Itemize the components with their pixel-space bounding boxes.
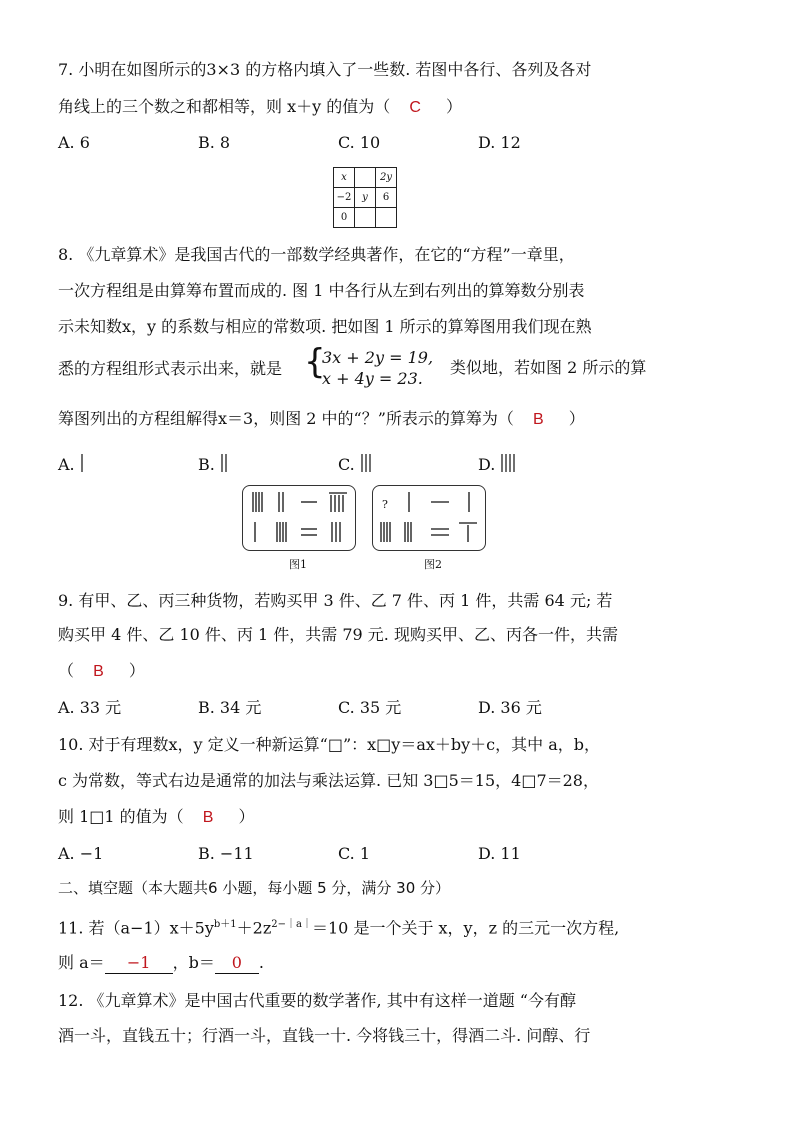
figure-1-counting-rods bbox=[242, 485, 356, 551]
q8-option-b bbox=[198, 452, 230, 476]
q8-line5 bbox=[58, 407, 585, 432]
q11-end: . bbox=[258, 953, 264, 972]
q10-line2: c 为常数，等式右边是通常的加法与乘法运算. 已知 3□5＝15，4□7＝28， bbox=[58, 771, 599, 790]
option-label: D. bbox=[478, 455, 496, 474]
grid-cell: x bbox=[334, 168, 355, 188]
rod-four-icon bbox=[500, 452, 518, 474]
q11-stem: 11. 若（a−1）x＋5y bbox=[58, 918, 214, 938]
q7-answer: C bbox=[409, 99, 421, 116]
q8-option-c bbox=[338, 452, 374, 476]
grid-cell: 6 bbox=[376, 188, 397, 208]
q8-option-d bbox=[478, 452, 518, 476]
grid-cell: −2 bbox=[334, 188, 355, 208]
counting-rods-figure-1 bbox=[243, 486, 355, 550]
q8-line1: 8. 《九章算术》是我国古代的一部数学经典著作，在它的“方程”一章里， bbox=[58, 245, 575, 264]
figure-1-caption: 图1 bbox=[289, 558, 307, 571]
rod-one-icon bbox=[80, 452, 86, 474]
q7-close: ） bbox=[446, 97, 463, 116]
section-heading: 二、填空题（本大题共6 小题，每小题 5 分，满分 30 分） bbox=[58, 879, 451, 897]
q10-answer: B bbox=[202, 809, 214, 826]
grid-cell bbox=[355, 208, 376, 228]
q9-answer: B bbox=[93, 663, 104, 680]
option-label: B. bbox=[198, 455, 215, 474]
q7-stem: 角线上的三个数之和都相等，则 x＋y 的值为（ bbox=[58, 97, 391, 116]
q8-close: ） bbox=[568, 409, 585, 428]
grid-cell: 0 bbox=[334, 208, 355, 228]
q9-line2: 购买甲 4 件、乙 10 件、丙 1 件，共需 79 元. 现购买甲、乙、丙各一件，共需 bbox=[58, 625, 618, 644]
q7-line2 bbox=[58, 95, 462, 120]
q10-option-c: C. 1 bbox=[338, 844, 371, 863]
q8-answer: B bbox=[533, 411, 544, 428]
q11-line1 bbox=[58, 913, 619, 940]
q11-mid: ＋2z bbox=[236, 918, 272, 938]
q9-option-c: C. 35 元 bbox=[338, 698, 402, 717]
q11-a-label: 则 a＝ bbox=[58, 953, 105, 972]
q10-option-d: D. 11 bbox=[478, 844, 521, 863]
rod-two-icon bbox=[220, 452, 230, 474]
q12-line2: 酒一斗，直钱五十；行酒一斗，直钱一十. 今将钱三十，得酒二斗. 问醇、行 bbox=[58, 1026, 591, 1045]
q8-line4: 悉的方程组形式表示出来，就是 bbox=[58, 359, 283, 378]
q11-post: ＝10 是一个关于 x，y，z 的三元一次方程, bbox=[312, 918, 620, 938]
q10-stem: 则 1□1 的值为（ bbox=[58, 807, 184, 826]
q11-b-label: ，b＝ bbox=[172, 953, 215, 972]
q11-exponent-1: b＋1 bbox=[213, 919, 237, 930]
rod-three-icon bbox=[360, 452, 374, 474]
magic-square-grid bbox=[333, 167, 397, 228]
option-label: A. bbox=[58, 455, 75, 474]
q10-line3 bbox=[58, 805, 255, 830]
q7-option-d: D. 12 bbox=[478, 133, 521, 152]
counting-rods-figure-2 bbox=[373, 486, 485, 550]
q8-option-a bbox=[58, 452, 86, 476]
grid-cell bbox=[355, 168, 376, 188]
grid-cell: y bbox=[355, 188, 376, 208]
grid-cell: 2y bbox=[376, 168, 397, 188]
fig2-question-mark: ? bbox=[382, 498, 388, 511]
q9-line3 bbox=[58, 659, 145, 684]
q11-blank-a: −1 bbox=[105, 953, 173, 974]
q10-option-b: B. −11 bbox=[198, 844, 254, 863]
q9-open: （ bbox=[58, 661, 75, 680]
grid-cell bbox=[376, 208, 397, 228]
q9-line1: 9. 有甲、乙、丙三种货物，若购买甲 3 件、乙 7 件、丙 1 件，共需 64 元; 若 bbox=[58, 591, 613, 610]
q12-line1: 12. 《九章算术》是中国古代重要的数学著作, 其中有这样一道题 “今有醇 bbox=[58, 991, 576, 1010]
q9-close: ） bbox=[128, 661, 145, 680]
q7-option-b: B. 8 bbox=[198, 133, 231, 152]
q9-option-a: A. 33 元 bbox=[58, 698, 122, 717]
q11-line2 bbox=[58, 951, 264, 975]
equation-2: x + 4y = 23. bbox=[322, 369, 423, 388]
q7-option-c: C. 10 bbox=[338, 133, 381, 152]
q8-line3: 示未知数x，y 的系数与相应的常数项. 把如图 1 所示的算筹图用我们现在熟 bbox=[58, 317, 592, 336]
q9-option-d: D. 36 元 bbox=[478, 698, 542, 717]
q10-option-a: A. −1 bbox=[58, 844, 104, 863]
q9-option-b: B. 34 元 bbox=[198, 698, 262, 717]
q8-line4-post: 类似地，若如图 2 所示的算 bbox=[450, 358, 647, 377]
q8-stem: 筹图列出的方程组解得x＝3，则图 2 中的“？”所表示的算筹为（ bbox=[58, 409, 514, 428]
option-label: C. bbox=[338, 455, 355, 474]
q11-exponent-2: 2−｜a｜ bbox=[271, 919, 312, 930]
equation-brace: { bbox=[304, 342, 326, 382]
q11-blank-b: 0 bbox=[215, 953, 259, 974]
q8-line2: 一次方程组是由算筹布置而成的. 图 1 中各行从左到右列出的算筹数分别表 bbox=[58, 281, 585, 300]
figure-2-caption: 图2 bbox=[424, 558, 442, 571]
q7-option-a: A. 6 bbox=[58, 133, 90, 152]
equation-1: 3x + 2y = 19, bbox=[322, 348, 434, 367]
q10-close: ） bbox=[238, 807, 255, 826]
q10-line1: 10. 对于有理数x，y 定义一种新运算“□”：x□y＝ax＋by＋c，其中 a，b， bbox=[58, 735, 601, 754]
figure-2-counting-rods bbox=[372, 485, 486, 551]
q7-line1: 7. 小明在如图所示的3×3 的方格内填入了一些数. 若图中各行、各列及各对 bbox=[58, 60, 592, 79]
